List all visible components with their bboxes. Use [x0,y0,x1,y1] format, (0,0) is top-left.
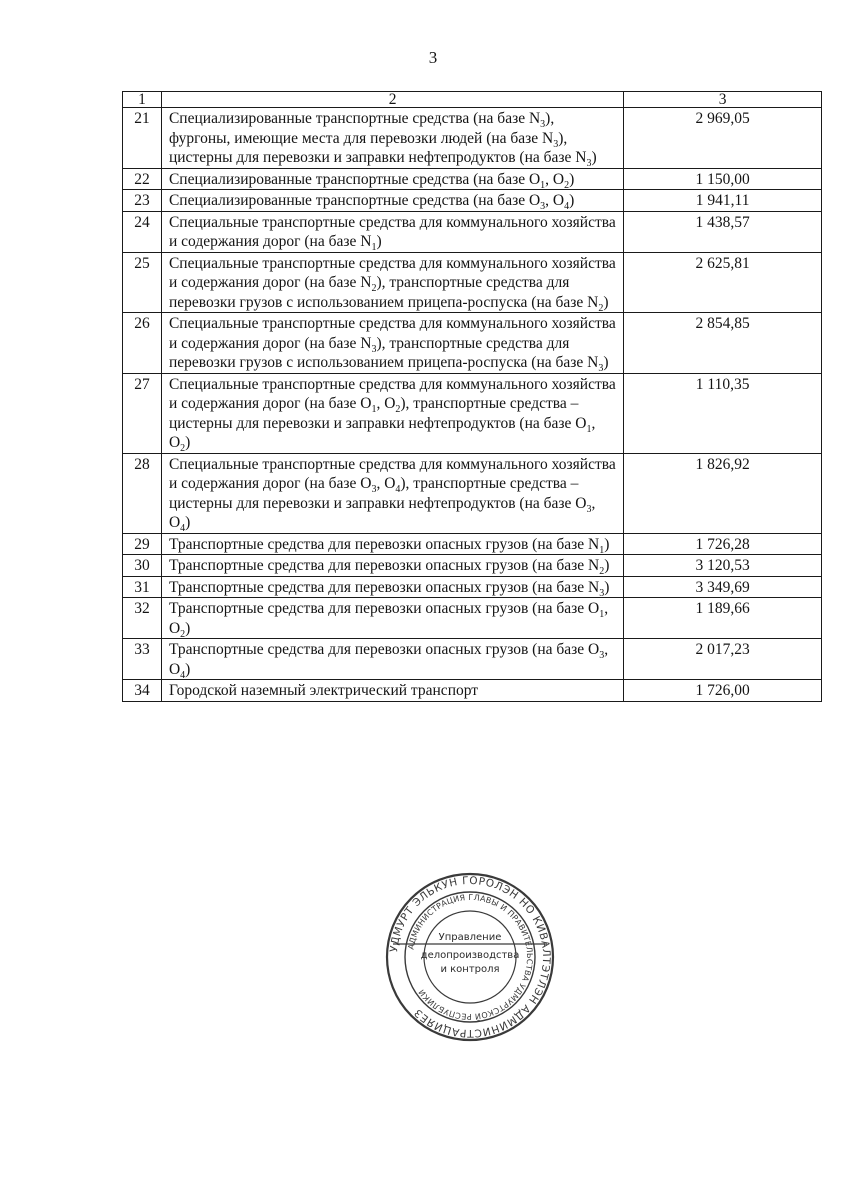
row-number: 26 [123,313,162,374]
row-value: 2 969,05 [624,108,822,169]
subscript-index: 1 [371,242,377,254]
table-header-row [123,92,822,108]
seal-inner-text: АДМИНИСТРАЦИЯ ГЛАВЫ И ПРАВИТЕЛЬСТВА УДМУРТСКОЙ РЕСПУБЛИКИ [406,892,535,1022]
column-header-description: 2 [161,92,623,108]
subscript-index: 4 [395,484,401,496]
table-row [123,555,822,577]
row-number: 29 [123,533,162,555]
subscript-index: 1 [599,609,605,621]
subscript-index: 3 [540,119,546,131]
row-description: Транспортные средства для перевозки опасных грузов (на базе $O_1$, $O_2$) [161,598,623,639]
seal-outer-text: УДМУРТ ЭЛЬКУН ГОРОЛЭН НО КИВАЛТЭТЛЭН АДМИНИСТРАЦИЯЕЗ [388,874,553,1040]
row-number: 23 [123,190,162,212]
row-description: Транспортные средства для перевозки опасных грузов (на базе $N_3$) [161,576,623,598]
row-description: Специальные транспортные средства для коммунального хозяйства и содержания дорог (на базе $O_3$, $O_4$), транспортные средства – цистерны для перевозки и заправки нефтепродуктов (на базе $O_3$, $O_4$) [161,453,623,533]
seal-center-line-2: делопроизводства [420,950,520,961]
subscript-index: 3 [586,158,592,170]
row-description: Специальные транспортные средства для коммунального хозяйства и содержания дорог (на базе $O_1$, $O_2$), транспортные средства – цистерны для перевозки и заправки нефтепродуктов (на базе $O_1$, $O_2$) [161,373,623,453]
row-number: 33 [123,639,162,680]
subscript-index: 3 [371,484,377,496]
row-number: 30 [123,555,162,577]
subscript-index: 1 [540,179,546,191]
subscript-index: 2 [599,566,605,578]
table-row [123,533,822,555]
page-number: 3 [428,48,438,67]
table-row [123,639,822,680]
subscript-index: 1 [371,404,377,416]
subscript-index: 1 [599,544,605,556]
subscript-index: 2 [180,443,186,455]
row-number: 21 [123,108,162,169]
row-description: Транспортные средства для перевозки опасных грузов (на базе $N_1$) [161,533,623,555]
column-header-value: 3 [624,92,822,108]
row-description: Городской наземный электрический транспорт [161,680,623,702]
row-number: 25 [123,252,162,313]
row-value: 1 189,66 [624,598,822,639]
subscript-index: 3 [553,138,559,150]
table-row [123,598,822,639]
subscript-index: 4 [180,523,186,535]
row-value: 1 826,92 [624,453,822,533]
column-header-number: 1 [123,92,162,108]
row-number: 34 [123,680,162,702]
row-description: Транспортные средства для перевозки опасных грузов (на базе $O_3$, $O_4$) [161,639,623,680]
subscript-index: 1 [586,423,592,435]
row-value: 3 349,69 [624,576,822,598]
row-value: 1 726,28 [624,533,822,555]
subscript-index: 2 [598,302,604,314]
row-description: Специализированные транспортные средства (на базе $O_1$, $O_2$) [161,168,623,190]
subscript-index: 3 [540,201,546,213]
table-row [123,680,822,702]
subscript-index: 4 [564,201,570,213]
subscript-index: 3 [371,343,377,355]
table-row [123,373,822,453]
row-description: Специальные транспортные средства для коммунального хозяйства и содержания дорог (на базе $N_2$), транспортные средства для перевозки грузов с использованием прицепа-роспуска (на базе $N_2$) [161,252,623,313]
row-number: 27 [123,373,162,453]
subscript-index: 3 [586,503,592,515]
row-value: 2 854,85 [624,313,822,374]
table-row [123,252,822,313]
subscript-index: 2 [371,283,377,295]
table-row [123,168,822,190]
table-body [123,108,822,702]
row-value: 1 150,00 [624,168,822,190]
row-value: 1 726,00 [624,680,822,702]
seal-center-line-3: и контроля [440,964,500,975]
subscript-index: 4 [180,669,186,681]
subscript-index: 3 [599,650,605,662]
row-description: Специальные транспортные средства для коммунального хозяйства и содержания дорог (на базе $N_1$) [161,211,623,252]
row-description: Транспортные средства для перевозки опасных грузов (на базе $N_2$) [161,555,623,577]
table-row [123,211,822,252]
row-value: 2 017,23 [624,639,822,680]
row-description: Специализированные транспортные средства (на базе $N_3$), фургоны, имеющие места для перевозки людей (на базе $N_3$), цистерны для перевозки и заправки нефтепродуктов (на базе $N_3$) [161,108,623,169]
subscript-index: 2 [180,628,186,640]
row-value: 1 110,35 [624,373,822,453]
table-row [123,108,822,169]
row-number: 22 [123,168,162,190]
row-value: 1 941,11 [624,190,822,212]
seal-center-line-1: Управление [438,932,502,943]
row-number: 28 [123,453,162,533]
table-row [123,313,822,374]
table-row [123,190,822,212]
subscript-index: 2 [395,404,401,416]
subscript-index: 2 [564,179,570,191]
subscript-index: 3 [599,587,605,599]
row-number: 31 [123,576,162,598]
row-value: 1 438,57 [624,211,822,252]
row-value: 2 625,81 [624,252,822,313]
tariff-table [122,91,822,702]
row-number: 24 [123,211,162,252]
subscript-index: 3 [598,363,604,375]
official-seal [385,872,555,1042]
table-row [123,453,822,533]
row-value: 3 120,53 [624,555,822,577]
row-number: 32 [123,598,162,639]
row-description: Специализированные транспортные средства (на базе $O_3$, $O_4$) [161,190,623,212]
row-description: Специальные транспортные средства для коммунального хозяйства и содержания дорог (на базе $N_3$), транспортные средства для перевозки грузов с использованием прицепа-роспуска (на базе $N_3$) [161,313,623,374]
table-row [123,576,822,598]
